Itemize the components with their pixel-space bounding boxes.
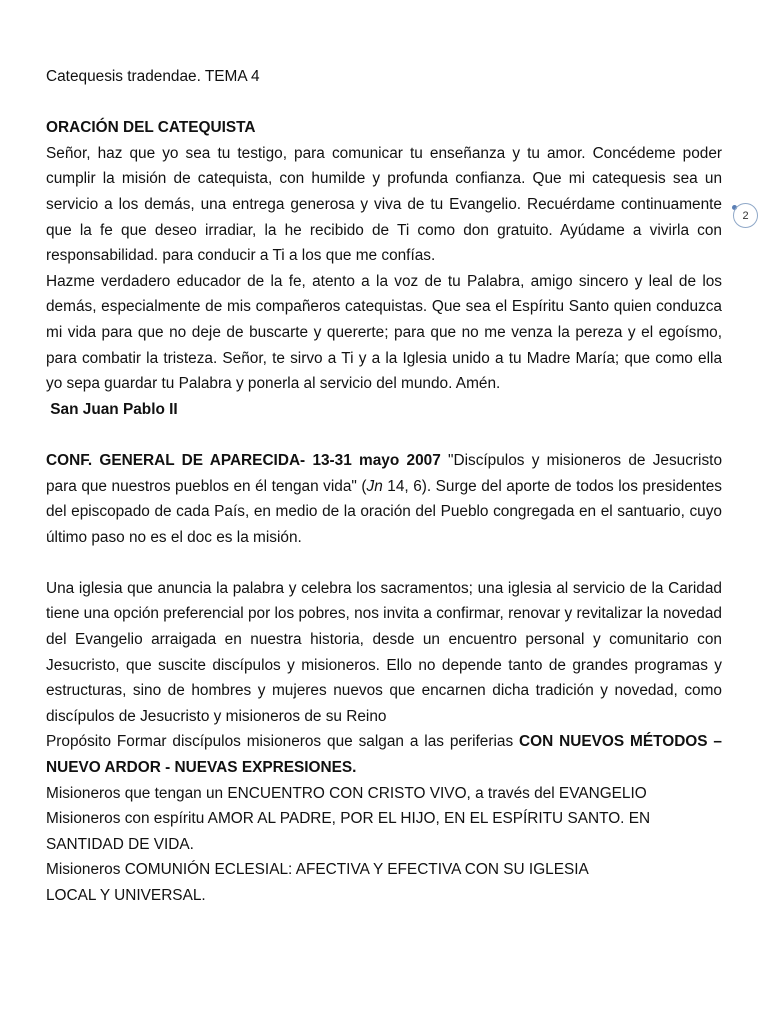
church-paragraph: Una iglesia que anuncia la palabra y celebra los sacramentos; una iglesia al servicio de la Caridad tiene una opción preferencial por los pobres, nos invita a confirmar, renovar y revitalizar la novedad del Evangelio arraigada en nuestra historia, desde un encuentro personal y comunitario con Jesucristo, que suscite discípulos y misioneros. Ello no depende tanto de grandes programas y estructuras, sino de hombres y mujeres nuevos que encarnen dicha tradición y novedad, como discípulos de Jesucristo y misioneros de su Reino: [46, 579, 722, 725]
missionary-line-4: LOCAL Y UNIVERSAL.: [46, 887, 206, 904]
document-header: Catequesis tradendae. TEMA 4: [46, 68, 260, 85]
purpose-paragraph: Propósito Formar discípulos misioneros que salgan a las periferias CON NUEVOS MÉTODOS – NUEVO ARDOR - NUEVAS EXPRESIONES.: [46, 733, 722, 777]
document-page: [46, 64, 722, 909]
missionary-line-2: Misioneros con espíritu AMOR AL PADRE, POR EL HIJO, EN EL ESPÍRITU SANTO. EN SANTIDAD DE VIDA.: [46, 810, 651, 853]
prayer-author: San Juan Pablo II: [50, 400, 178, 418]
prayer-paragraph-1: Señor, haz que yo sea tu testigo, para comunicar tu enseñanza y tu amor. Concédeme poder cumplir la misión de catequista, con humilde y profunda confianza. Que mi catequesis sea un servicio a los demás, una entrega generosa y viva de tu Evangelio. Recuérdame continuamente que la fe que deseo irradiar, la he recibido de Ti como don gratuito. Ayúdame a vivirla con responsabilidad. para conducir a Ti a los que me confías.: [46, 144, 722, 265]
comment-marker[interactable]: 2: [733, 203, 758, 228]
purpose-emphasis: CON NUEVOS MÉTODOS – NUEVO ARDOR - NUEVAS EXPRESIONES.: [46, 733, 722, 777]
prayer-paragraph-2: Hazme verdadero educador de la fe, atento a la voz de tu Palabra, amigo sincero y leal de los demás, especialmente de mis compañeros catequistas. Que sea el Espíritu Santo quien conduzca mi vida para que no deje de buscarte y quererte; para que no me venza la pereza y el egoísmo, para combatir la tristeza. Señor, te sirvo a Ti y a la Iglesia unido a tu Madre María; que como ella yo sepa guardar tu Palabra y ponerla al servicio del mundo. Amén.: [46, 272, 722, 393]
prayer-title: ORACIÓN DEL CATEQUISTA: [46, 119, 256, 137]
conference-title: CONF. GENERAL DE APARECIDA- 13-31 mayo 2007: [46, 451, 441, 469]
missionary-line-3: Misioneros COMUNIÓN ECLESIAL: AFECTIVA Y EFECTIVA CON SU IGLESIA: [46, 861, 589, 879]
missionary-line-1: Misioneros que tengan un ENCUENTRO CON CRISTO VIVO, a través del EVANGELIO: [46, 784, 647, 802]
bible-ref-book: Jn: [366, 477, 383, 495]
conference-paragraph: CONF. GENERAL DE APARECIDA- 13-31 mayo 2007 "Discípulos y misioneros de Jesucristo para que nuestros pueblos en él tengan vida" (Jn 14, 6). Surge del aporte de todos los presidentes del episcopado de cada País, en medio de la oración del Pueblo congregada en el santuario, cuyo último paso no es el doc es la misión.: [46, 451, 722, 546]
